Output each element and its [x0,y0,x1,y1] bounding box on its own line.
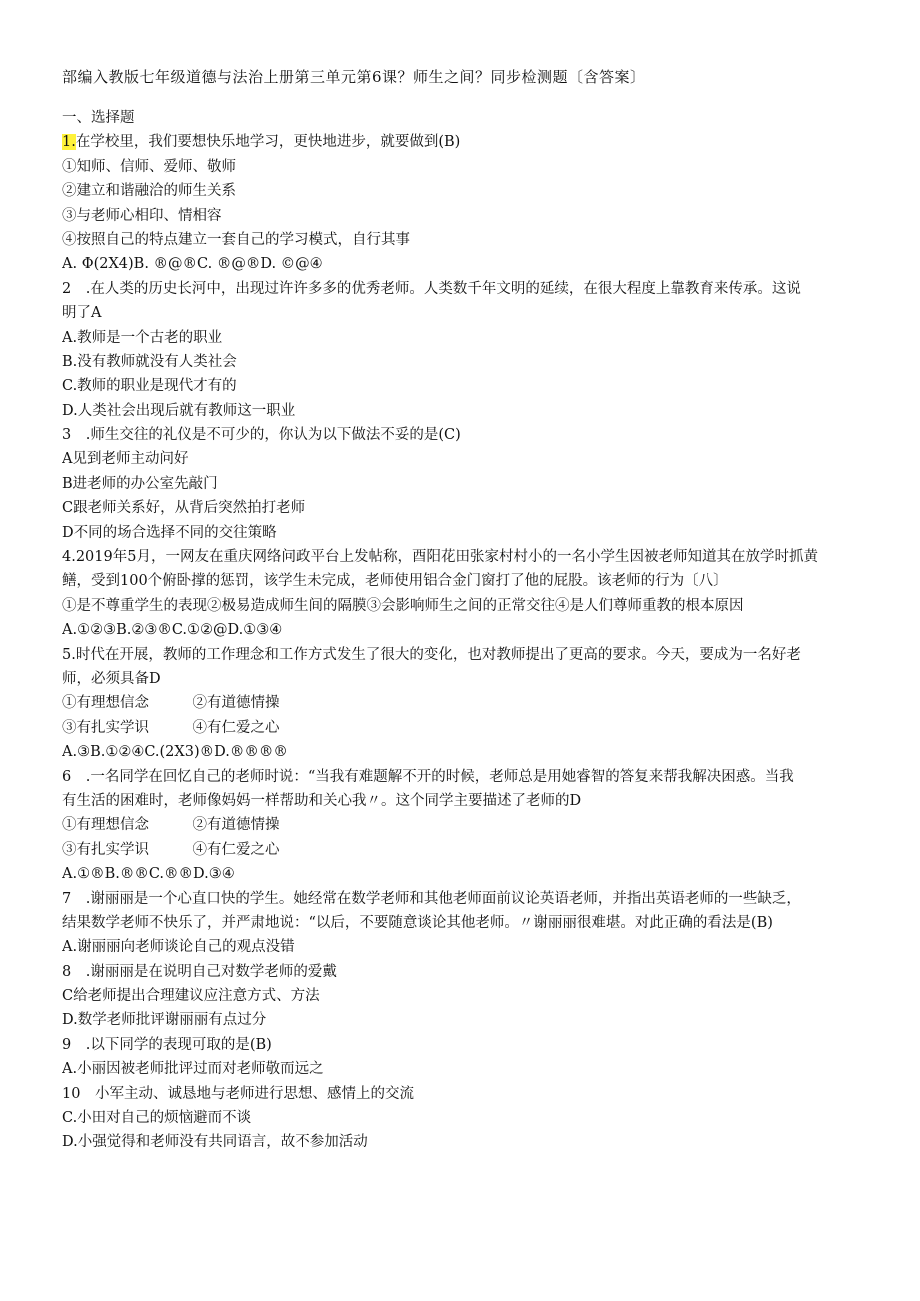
text-line [62,1130,862,1154]
line-text: C跟老师关系好，从背后突然拍打老师 [62,500,306,517]
line-text: 3 .师生交往的礼仪是不可少的，你认为以下做法不妥的是(C) [62,427,461,444]
line-text: 5.时代在开展，教师的工作理念和工作方式发生了很大的变化，也对教师提出了更高的要求。今天，要成为一名好老 [62,646,801,663]
text-line [62,643,862,667]
line-text: ③有扎实学识 ④有仁爱之心 [62,719,280,736]
text-line [62,204,862,228]
text-line [62,399,862,423]
line-text: 2 .在人类的历史长河中，出现过许许多多的优秀老师。人类数千年文明的延续，在很大程度上靠教育来传承。这说 [62,280,801,297]
text-line [62,545,862,569]
text-line [62,301,862,325]
line-text: 7 .谢丽丽是一个心直口快的学生。她经常在数学老师和其他老师面前议论英语老师，并指出英语老师的一些缺乏， [62,890,801,907]
line-text: C.小田对自己的烦恼避而不谈 [62,1110,252,1127]
line-text: ①有理想信念 ②有道德情操 [62,695,280,712]
line-text: 有生活的困难时，老师像妈妈一样帮助和关心我〃。这个同学主要描述了老师的D [62,792,582,809]
text-line [62,1033,862,1057]
line-text: ③与老师心相印、情相容 [62,207,222,224]
highlighted-question-number: 1. [62,134,76,151]
text-line [62,1082,862,1106]
text-line [62,423,862,447]
text-line [62,521,862,545]
line-text: B进老师的办公室先敲门 [62,475,218,492]
text-line [62,716,862,740]
line-text: D.小强觉得和老师没有共同语言，故不参加活动 [62,1134,368,1151]
text-line [62,618,862,642]
text-line [62,887,862,911]
text-line [62,813,862,837]
line-text: 10 小军主动、诚恳地与老师进行思想、感情上的交流 [62,1085,414,1102]
text-line [62,838,862,862]
line-text: 6 .一名同学在回忆自己的老师时说：“当我有难题解不开的时候，老师总是用她睿智的答复来帮我解决困惑。当我 [62,768,794,785]
text-line [62,862,862,886]
text-line [62,277,862,301]
text-line [62,374,862,398]
line-text: 明了A [62,305,102,322]
line-text: D.人类社会出现后就有教师这一职业 [62,402,296,419]
text-line [62,1106,862,1130]
text-line [62,472,862,496]
line-text: A.①®B.®®C.®®D.③④ [62,866,235,883]
line-text: A.小丽因被老师批评过而对老师敬而远之 [62,1061,324,1078]
line-text: 一、选择题 [62,110,135,126]
line-text: 4.2019年5月，一网友在重庆网络问政平台上发帖称，酉阳花田张家村村小的一名小学生因被老师知道其在放学时抓黄 [62,549,818,566]
text-line [62,911,862,935]
line-text: 9 .以下同学的表现可取的是(B) [62,1036,272,1053]
text-line [62,984,862,1008]
line-text: C给老师提出合理建议应注意方式、方法 [62,988,320,1005]
line-text: 8 .谢丽丽是在说明自己对数学老师的爱戴 [62,963,337,980]
line-text: A.谢丽丽向老师谈论自己的观点没错 [62,939,295,956]
text-line [62,496,862,520]
text-line [62,155,862,179]
line-text: 师，必须具备D [62,670,161,687]
line-text: 结果数学老师不快乐了，并严肃地说：“以后，不要随意谈论其他老师。〃谢丽丽很难堪。对此正确的看法是(B) [62,914,773,931]
text-line [62,789,862,813]
text-line [62,765,862,789]
text-line [62,252,862,276]
text-line [62,350,862,374]
line-text: ①有理想信念 ②有道德情操 [62,817,280,834]
line-text: A.教师是一个古老的职业 [62,329,223,346]
line-text: ③有扎实学识 ④有仁爱之心 [62,841,280,858]
line-text: 鳝，受到100个俯卧撑的惩罚，该学生未完成，老师使用铝合金门窗打了他的屁股。该老师的行为〔八〕 [62,573,728,590]
line-text: ①知师、信师、爱师、敬师 [62,158,236,175]
line-text: A.③B.①②④C.(2X3)®D.®®®® [62,744,288,761]
line-text: ①是不尊重学生的表现②极易造成师生间的隔膜③会影响师生之间的正常交往④是人们尊师重教的根本原因 [62,597,744,614]
text-line [62,447,862,471]
line-text: ②建立和谐融洽的师生关系 [62,183,236,200]
line-text: C.教师的职业是现代才有的 [62,378,237,395]
text-line [62,130,862,154]
line-text: A见到老师主动问好 [62,451,189,468]
line-text: D.数学老师批评谢丽丽有点过分 [62,1012,267,1029]
text-line [62,667,862,691]
text-line [62,569,862,593]
text-line [62,740,862,764]
text-line [62,228,862,252]
text-line [62,326,862,350]
text-line [62,179,862,203]
question-list [62,106,862,1155]
line-text: ④按照自己的特点建立一套自己的学习模式，自行其事 [62,231,410,248]
text-line [62,960,862,984]
text-line [62,106,862,130]
text-line [62,1008,862,1032]
line-text: A. Φ(2X4)B. ®@®C. ®@®D. ©@④ [62,256,323,273]
line-text: B.没有教师就没有人类社会 [62,353,237,370]
line-text: D不同的场合选择不同的交往策略 [62,524,277,541]
text-line [62,1057,862,1081]
line-text: 在学校里，我们要想快乐地学习，更快地进步，就要做到(B) [75,134,461,151]
text-line [62,691,862,715]
line-text: A.①②③B.②③®C.①②@D.①③④ [62,622,283,639]
page-title: 部编入教版七年级道德与法治上册第三单元第6课？师生之间？同步检测题〔含答案〕 [62,68,646,86]
text-line [62,594,862,618]
text-line [62,935,862,959]
